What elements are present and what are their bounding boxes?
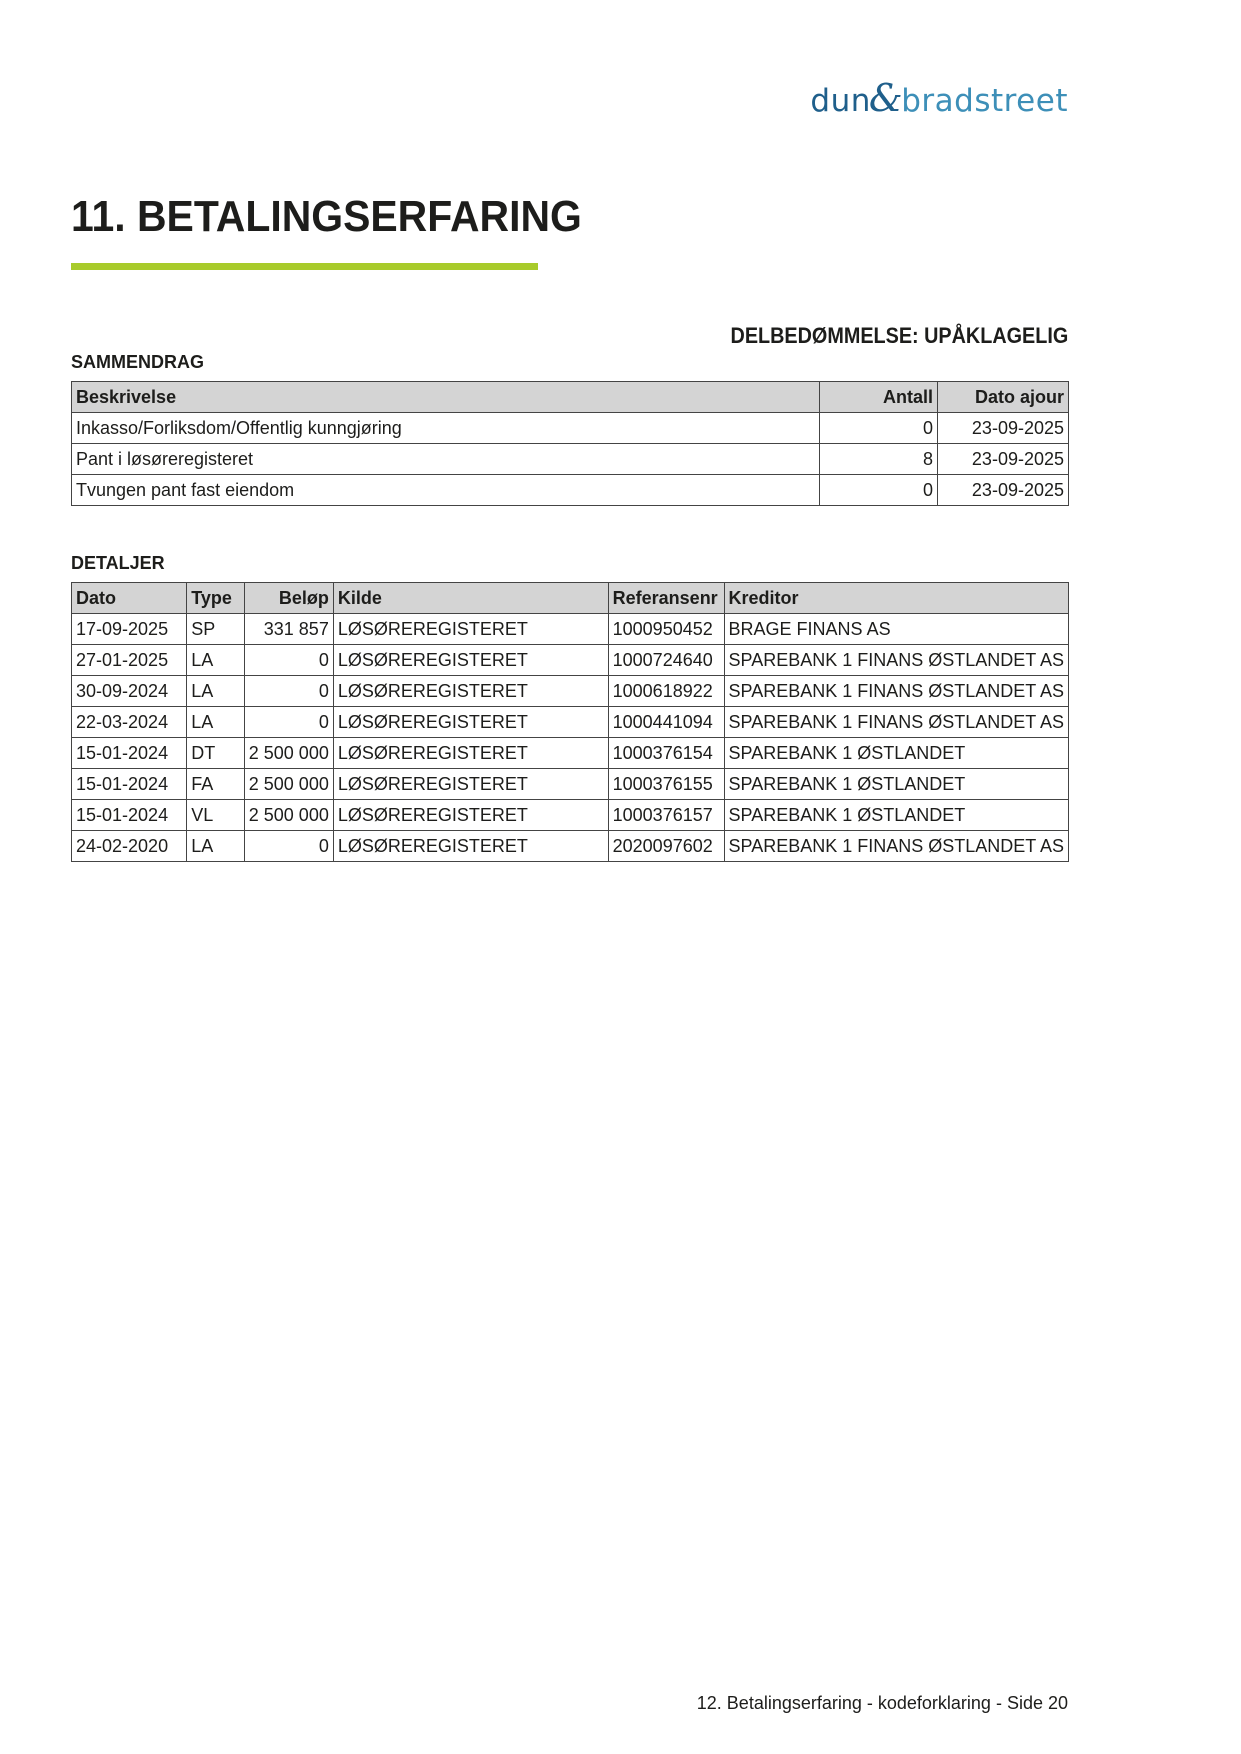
summary-label: SAMMENDRAG [71,352,204,372]
detail-reference: 1000376154 [608,738,724,769]
detail-source: LØSØREREGISTERET [333,831,608,862]
detail-amount: 2 500 000 [244,769,333,800]
table-row [72,614,1069,645]
summary-description: Tvungen pant fast eiendom [72,475,820,506]
detail-amount: 0 [244,831,333,862]
table-row [72,800,1069,831]
detail-amount: 2 500 000 [244,800,333,831]
detail-creditor: SPAREBANK 1 FINANS ØSTLANDET AS [724,676,1068,707]
detail-creditor: SPAREBANK 1 FINANS ØSTLANDET AS [724,645,1068,676]
summary-header-count: Antall [820,382,938,413]
detail-source: LØSØREREGISTERET [333,676,608,707]
detail-source: LØSØREREGISTERET [333,769,608,800]
table-row [72,645,1069,676]
summary-header-date: Dato ajour [938,382,1069,413]
detail-date: 15-01-2024 [72,769,187,800]
detail-date: 15-01-2024 [72,800,187,831]
table-row [72,413,1069,444]
detail-amount: 0 [244,707,333,738]
table-row [72,738,1069,769]
summary-date: 23-09-2025 [938,413,1069,444]
detail-type: LA [187,707,245,738]
rating-heading: DELBEDØMMELSE: UPÅKLAGELIG [730,323,1068,348]
detail-creditor: SPAREBANK 1 FINANS ØSTLANDET AS [724,831,1068,862]
detail-date: 22-03-2024 [72,707,187,738]
detail-reference: 2020097602 [608,831,724,862]
detail-source: LØSØREREGISTERET [333,738,608,769]
detail-date: 15-01-2024 [72,738,187,769]
detail-type: FA [187,769,245,800]
details-header-row [72,583,1069,614]
summary-count: 8 [820,444,938,475]
detail-date: 17-09-2025 [72,614,187,645]
summary-header-description: Beskrivelse [72,382,820,413]
table-row [72,707,1069,738]
details-label: DETALJER [71,553,165,573]
detail-creditor: SPAREBANK 1 FINANS ØSTLANDET AS [724,707,1068,738]
table-row [72,831,1069,862]
detail-source: LØSØREREGISTERET [333,645,608,676]
detail-reference: 1000950452 [608,614,724,645]
details-header-source: Kilde [333,583,608,614]
detail-source: LØSØREREGISTERET [333,707,608,738]
title-underline [71,263,538,270]
details-table [71,582,1069,862]
table-row [72,475,1069,506]
details-header-amount: Beløp [244,583,333,614]
detail-reference: 1000376157 [608,800,724,831]
page-footer: 12. Betalingserfaring - kodeforklaring - Side 20 [696,1693,1068,1713]
table-row [72,444,1069,475]
summary-table [71,381,1069,506]
details-header-creditor: Kreditor [724,583,1068,614]
logo-ampersand: & [868,76,904,120]
summary-description: Inkasso/Forliksdom/Offentlig kunngjøring [72,413,820,444]
table-row [72,769,1069,800]
logo-part-dun: dun [810,83,871,119]
summary-header-row [72,382,1069,413]
detail-amount: 2 500 000 [244,738,333,769]
page-title: 11. BETALINGSERFARING [71,192,582,241]
logo-part-bradstreet: bradstreet [901,83,1068,119]
details-header-date: Dato [72,583,187,614]
detail-type: LA [187,831,245,862]
detail-type: LA [187,676,245,707]
dun-bradstreet-logo [810,76,1068,120]
details-header-type: Type [187,583,245,614]
detail-date: 30-09-2024 [72,676,187,707]
summary-date: 23-09-2025 [938,444,1069,475]
detail-type: SP [187,614,245,645]
detail-creditor: SPAREBANK 1 ØSTLANDET [724,769,1068,800]
summary-description: Pant i løsøreregisteret [72,444,820,475]
detail-type: LA [187,645,245,676]
detail-reference: 1000724640 [608,645,724,676]
summary-count: 0 [820,475,938,506]
table-row [72,676,1069,707]
detail-amount: 0 [244,676,333,707]
detail-type: VL [187,800,245,831]
summary-count: 0 [820,413,938,444]
detail-reference: 1000376155 [608,769,724,800]
detail-type: DT [187,738,245,769]
detail-date: 24-02-2020 [72,831,187,862]
detail-creditor: BRAGE FINANS AS [724,614,1068,645]
details-header-reference: Referansenr [608,583,724,614]
detail-amount: 0 [244,645,333,676]
summary-date: 23-09-2025 [938,475,1069,506]
detail-date: 27-01-2025 [72,645,187,676]
detail-source: LØSØREREGISTERET [333,614,608,645]
detail-reference: 1000618922 [608,676,724,707]
detail-amount: 331 857 [244,614,333,645]
detail-creditor: SPAREBANK 1 ØSTLANDET [724,800,1068,831]
detail-reference: 1000441094 [608,707,724,738]
detail-creditor: SPAREBANK 1 ØSTLANDET [724,738,1068,769]
detail-source: LØSØREREGISTERET [333,800,608,831]
